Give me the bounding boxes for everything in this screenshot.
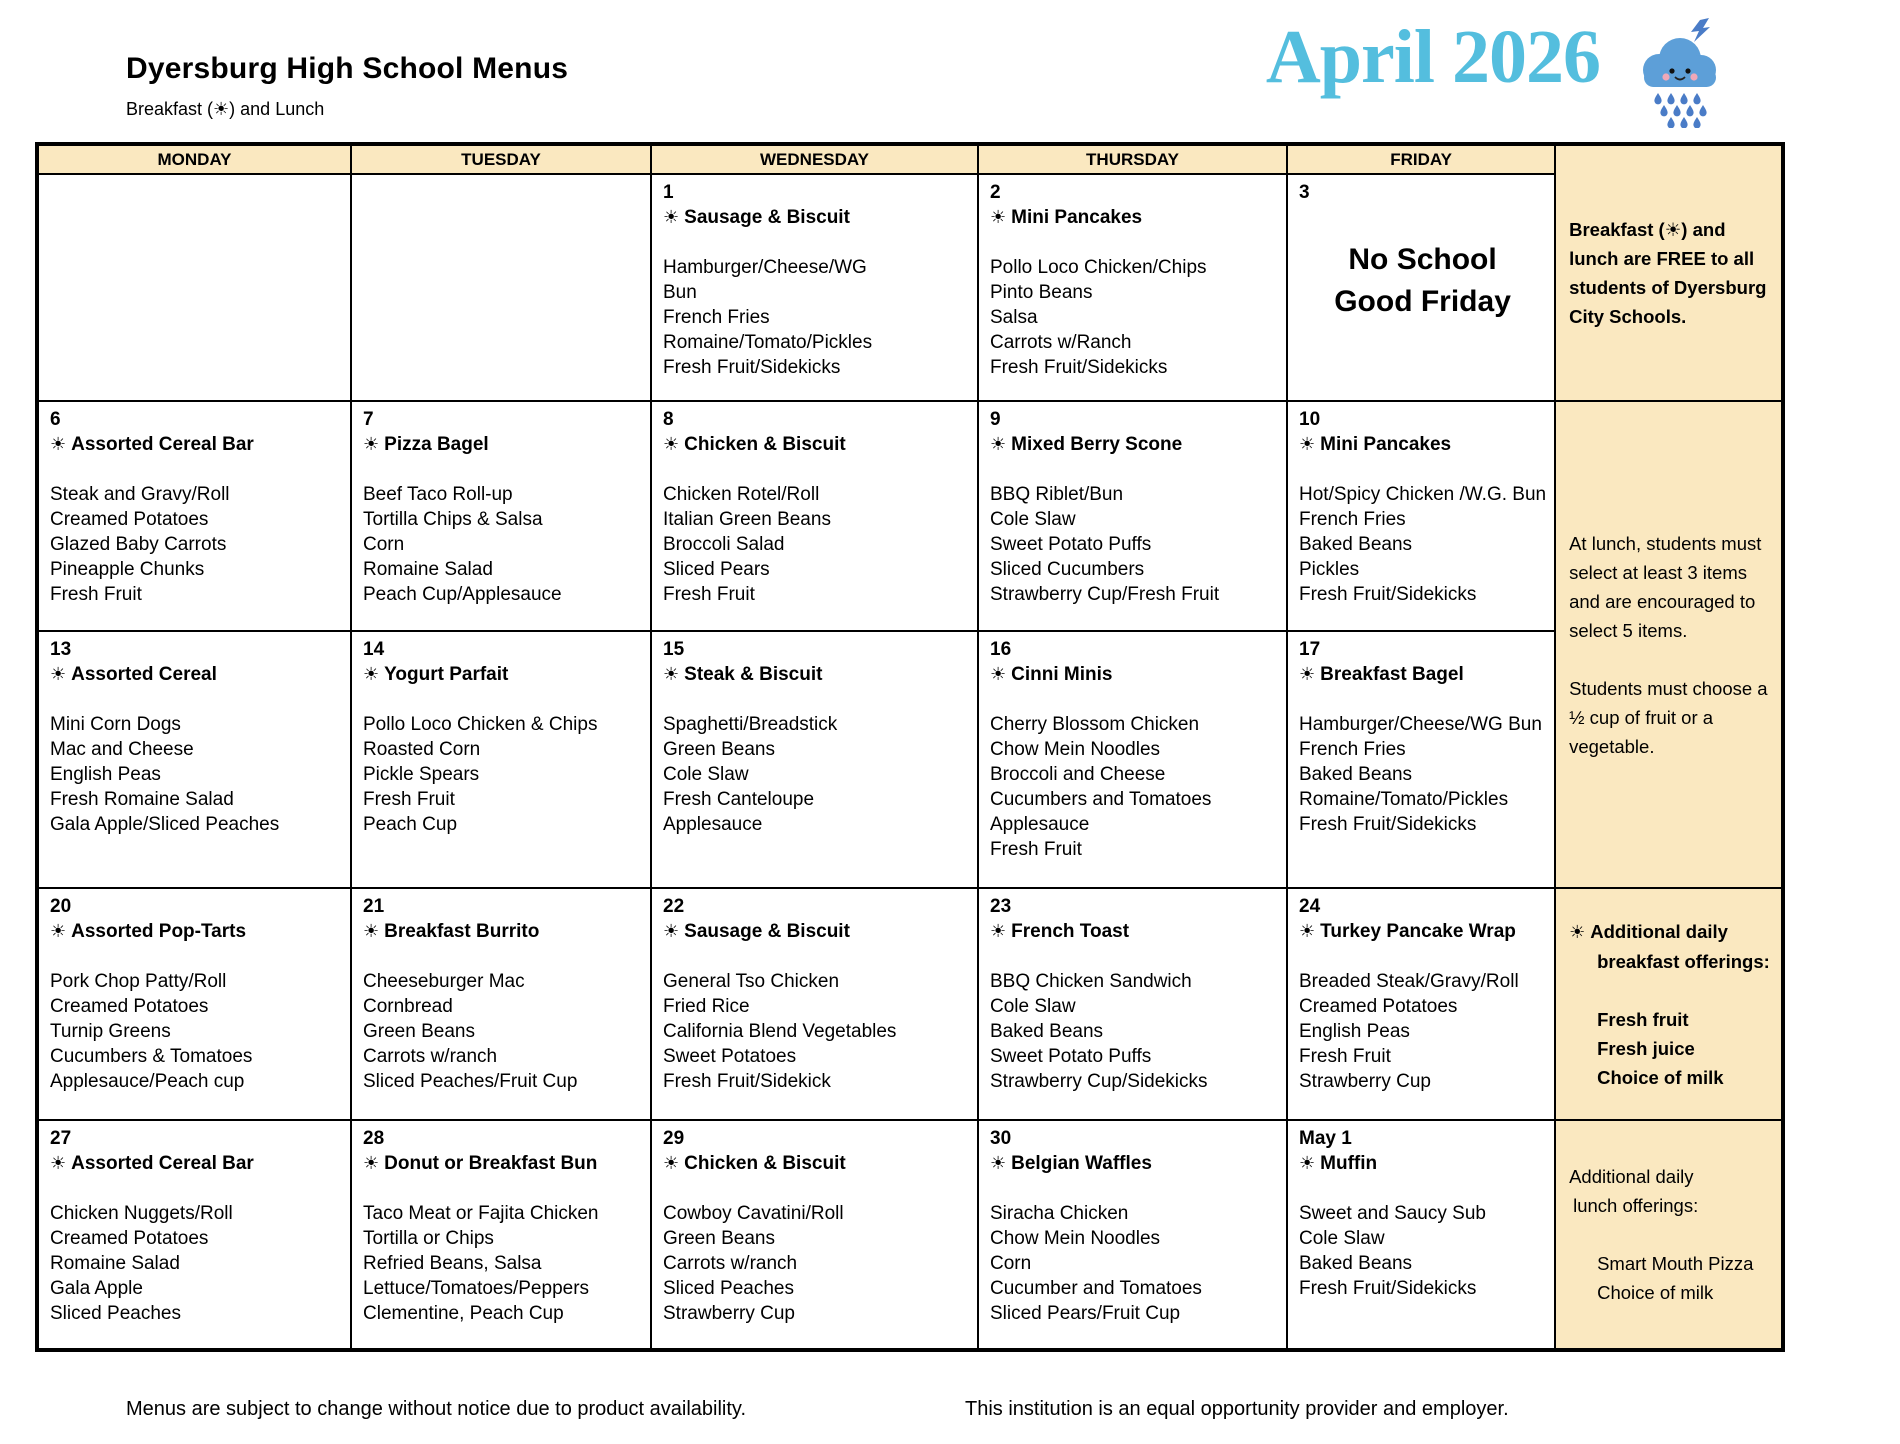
menu-item: Mini Corn Dogs bbox=[50, 714, 181, 735]
menu-item: Tortilla Chips & Salsa bbox=[363, 509, 543, 530]
spacer bbox=[1299, 944, 1546, 969]
menu-item: Fresh Fruit/Sidekicks bbox=[990, 357, 1168, 378]
sun-icon: ☀ bbox=[663, 207, 680, 227]
menu-item: Chow Mein Noodles bbox=[990, 1228, 1161, 1249]
menu-item: English Peas bbox=[50, 764, 161, 785]
date-label: 16 bbox=[990, 639, 1012, 660]
day-cell bbox=[351, 1120, 651, 1350]
menu-item: Creamed Potatoes bbox=[50, 996, 209, 1017]
menu-item: Baked Beans bbox=[1299, 534, 1413, 555]
breakfast-title bbox=[663, 432, 969, 457]
date-label: 21 bbox=[363, 896, 385, 917]
date-label: 14 bbox=[363, 639, 385, 660]
month-title: April 2026 bbox=[1265, 15, 1600, 99]
breakfast-title bbox=[363, 1151, 642, 1176]
breakfast-name: Turkey Pancake Wrap bbox=[1320, 921, 1516, 942]
day-cell bbox=[351, 401, 651, 631]
side-note-item: Fresh fruit bbox=[1597, 1008, 1689, 1030]
spacer bbox=[990, 1176, 1278, 1201]
menu-item: Fresh Fruit bbox=[990, 839, 1082, 860]
spacer bbox=[663, 944, 969, 969]
menu-item: French Fries bbox=[1299, 509, 1406, 530]
menu-item: Siracha Chicken bbox=[990, 1203, 1129, 1224]
date-label: 24 bbox=[1299, 896, 1321, 917]
menu-item: Romaine Salad bbox=[363, 559, 493, 580]
day-cell bbox=[978, 401, 1287, 631]
day-cell bbox=[651, 1120, 978, 1350]
menu-item: Salsa bbox=[990, 307, 1038, 328]
breakfast-title bbox=[990, 205, 1278, 230]
menu-item: Spaghetti/Breadstick bbox=[663, 714, 838, 735]
lightning-bolt-icon bbox=[1691, 18, 1710, 42]
menu-item: Sliced Cucumbers bbox=[990, 559, 1145, 580]
menu-item: BBQ Chicken Sandwich bbox=[990, 971, 1192, 992]
menu-item: Chow Mein Noodles bbox=[990, 739, 1161, 760]
week-row bbox=[37, 631, 1783, 888]
spacer bbox=[50, 457, 342, 482]
breakfast-name: Breakfast Burrito bbox=[384, 921, 540, 942]
menu-item: Fresh Fruit bbox=[50, 584, 142, 605]
spacer bbox=[663, 1176, 969, 1201]
sun-icon: ☀ bbox=[663, 1153, 680, 1173]
date-label: 15 bbox=[663, 639, 685, 660]
breakfast-title bbox=[1299, 919, 1546, 944]
menu-item: French Fries bbox=[663, 307, 770, 328]
sun-icon: ☀ bbox=[1299, 434, 1316, 454]
breakfast-name: Sausage & Biscuit bbox=[684, 921, 850, 942]
spacer bbox=[1299, 1176, 1546, 1201]
spacer bbox=[990, 230, 1278, 255]
menu-item: Green Beans bbox=[663, 739, 775, 760]
menu-item: Sweet Potato Puffs bbox=[990, 1046, 1152, 1067]
menu-item: Gala Apple/Sliced Peaches bbox=[50, 814, 280, 835]
sun-icon: ☀ bbox=[1299, 1153, 1316, 1173]
spacer bbox=[990, 457, 1278, 482]
menu-item: Fresh Fruit/Sidekicks bbox=[1299, 584, 1477, 605]
menu-item: Sweet Potatoes bbox=[663, 1046, 797, 1067]
breakfast-title bbox=[1299, 662, 1546, 687]
date-label: 2 bbox=[990, 182, 1001, 203]
sun-icon: ☀ bbox=[363, 1153, 380, 1173]
page-subtitle: Breakfast (☀) and Lunch bbox=[126, 99, 325, 119]
menu-item: Sliced Pears/Fruit Cup bbox=[990, 1303, 1181, 1324]
spacer bbox=[663, 687, 969, 712]
cloud-cheek bbox=[1662, 73, 1669, 80]
sun-icon: ☀ bbox=[363, 434, 380, 454]
side-note-heading-line bbox=[1569, 917, 1771, 947]
menu-item: Carrots w/ranch bbox=[363, 1046, 498, 1067]
breakfast-name: Mini Pancakes bbox=[1011, 207, 1143, 228]
side-note-text: Breakfast (☀) and lunch are FREE to all students of Dyersburg City Schools. bbox=[1569, 219, 1767, 327]
sun-icon: ☀ bbox=[1299, 921, 1316, 941]
side-note-heading-line: lunch offerings: bbox=[1573, 1195, 1699, 1216]
menu-item: Corn bbox=[990, 1253, 1032, 1274]
menu-item: Broccoli and Cheese bbox=[990, 764, 1166, 785]
side-note-item: Smart Mouth Pizza bbox=[1597, 1253, 1754, 1274]
menu-item: Cowboy Cavatini/Roll bbox=[663, 1203, 844, 1224]
menu-item: Pollo Loco Chicken & Chips bbox=[363, 714, 598, 735]
menu-item: Creamed Potatoes bbox=[50, 1228, 209, 1249]
day-cell bbox=[37, 631, 351, 888]
menu-item: Fresh Fruit bbox=[1299, 1046, 1391, 1067]
menu-item: Fried Rice bbox=[663, 996, 750, 1017]
menu-item: Cucumbers & Tomatoes bbox=[50, 1046, 253, 1067]
breakfast-title bbox=[990, 432, 1278, 457]
menu-item: California Blend Vegetables bbox=[663, 1021, 897, 1042]
menu-item: Baked Beans bbox=[1299, 1253, 1413, 1274]
menu-item: Breaded Steak/Gravy/Roll bbox=[1299, 971, 1519, 992]
date-label: 23 bbox=[990, 896, 1012, 917]
menu-item: Chicken Rotel/Roll bbox=[663, 484, 820, 505]
breakfast-name: Belgian Waffles bbox=[1011, 1153, 1152, 1174]
menu-item: Gala Apple bbox=[50, 1278, 143, 1299]
day-cell bbox=[1287, 1120, 1555, 1350]
day-cell bbox=[978, 1120, 1287, 1350]
no-school-line: Good Friday bbox=[1334, 285, 1511, 318]
sun-icon: ☀ bbox=[363, 921, 380, 941]
spacer bbox=[1569, 1220, 1771, 1249]
breakfast-name: Steak & Biscuit bbox=[684, 664, 823, 685]
sun-icon: ☀ bbox=[1299, 664, 1316, 684]
date-label: 29 bbox=[663, 1128, 685, 1149]
spacer bbox=[990, 944, 1278, 969]
day-cell bbox=[1287, 401, 1555, 631]
breakfast-title bbox=[663, 1151, 969, 1176]
breakfast-title bbox=[663, 205, 969, 230]
day-header: TUESDAY bbox=[351, 144, 651, 174]
side-note-heading bbox=[1569, 1162, 1771, 1220]
menu-item: Tortilla or Chips bbox=[363, 1228, 494, 1249]
spacer bbox=[1299, 457, 1546, 482]
spacer bbox=[363, 457, 642, 482]
menu-item: Romaine/Tomato/Pickles bbox=[663, 332, 873, 353]
date-label: 9 bbox=[990, 409, 1001, 430]
date-label: 20 bbox=[50, 896, 72, 917]
menu-item: Baked Beans bbox=[990, 1021, 1104, 1042]
menu-item: Fresh Canteloupe bbox=[663, 789, 815, 810]
menu-item: Peach Cup/Applesauce bbox=[363, 584, 562, 605]
menu-calendar-table bbox=[35, 142, 1785, 1352]
day-header: MONDAY bbox=[37, 144, 351, 174]
cloud-eye bbox=[1669, 68, 1674, 73]
header-row bbox=[37, 144, 1783, 174]
day-header: THURSDAY bbox=[978, 144, 1287, 174]
menu-item: Mac and Cheese bbox=[50, 739, 194, 760]
date-label: 27 bbox=[50, 1128, 72, 1149]
page-title: Dyersburg High School Menus bbox=[126, 52, 569, 85]
menu-item: Pollo Loco Chicken/Chips bbox=[990, 257, 1207, 278]
menu-item: Sliced Peaches bbox=[50, 1303, 181, 1324]
sun-icon: ☀ bbox=[990, 1153, 1007, 1173]
side-note-item: Fresh juice bbox=[1597, 1037, 1695, 1059]
spacer bbox=[363, 687, 642, 712]
menu-item: Carrots w/ranch bbox=[663, 1253, 798, 1274]
cloud-eye bbox=[1685, 68, 1690, 73]
breakfast-title bbox=[663, 662, 969, 687]
week-row bbox=[37, 888, 1783, 1120]
breakfast-name: French Toast bbox=[1011, 921, 1130, 942]
sun-icon: ☀ bbox=[50, 664, 67, 684]
spacer bbox=[50, 687, 342, 712]
rain-cloud-icon bbox=[1630, 18, 1730, 128]
menu-item: French Fries bbox=[1299, 739, 1406, 760]
day-cell bbox=[978, 174, 1287, 401]
week-row bbox=[37, 401, 1783, 631]
breakfast-title bbox=[1299, 1151, 1546, 1176]
menu-item: BBQ Riblet/Bun bbox=[990, 484, 1124, 505]
day-cell bbox=[37, 174, 351, 401]
date-label: 22 bbox=[663, 896, 685, 917]
day-cell bbox=[351, 631, 651, 888]
menu-item: Green Beans bbox=[363, 1021, 475, 1042]
breakfast-name: Mini Pancakes bbox=[1320, 434, 1452, 455]
menu-item: Refried Beans, Salsa bbox=[363, 1253, 542, 1274]
date-label: 30 bbox=[990, 1128, 1012, 1149]
no-school-note bbox=[1299, 239, 1546, 323]
spacer bbox=[50, 1176, 342, 1201]
side-note-heading bbox=[1569, 917, 1771, 976]
breakfast-name: Chicken & Biscuit bbox=[684, 1153, 846, 1174]
menu-item: Creamed Potatoes bbox=[50, 509, 209, 530]
menu-item: Clementine, Peach Cup bbox=[363, 1303, 564, 1324]
sun-icon: ☀ bbox=[990, 207, 1007, 227]
menu-item: Cheeseburger Mac bbox=[363, 971, 525, 992]
menu-item: Italian Green Beans bbox=[663, 509, 831, 530]
menu-item: Fresh Fruit bbox=[363, 789, 455, 810]
menu-item: Cole Slaw bbox=[990, 996, 1076, 1017]
footer-note-equal-opportunity: This institution is an equal opportunity provider and employer. bbox=[965, 1398, 1509, 1420]
day-cell bbox=[351, 174, 651, 401]
breakfast-title bbox=[990, 662, 1278, 687]
side-note bbox=[1555, 1120, 1783, 1350]
menu-item: Cucumbers and Tomatoes bbox=[990, 789, 1212, 810]
menu-item: Carrots w/Ranch bbox=[990, 332, 1132, 353]
no-school-line: No School bbox=[1348, 243, 1497, 276]
breakfast-name: Muffin bbox=[1320, 1153, 1378, 1174]
menu-item: Cucumber and Tomatoes bbox=[990, 1278, 1202, 1299]
breakfast-name: Assorted Cereal Bar bbox=[71, 1153, 254, 1174]
date-label: May 1 bbox=[1299, 1128, 1352, 1149]
menu-item: Cole Slaw bbox=[990, 509, 1076, 530]
menu-item: Green Beans bbox=[663, 1228, 775, 1249]
day-cell bbox=[351, 888, 651, 1120]
date-label: 8 bbox=[663, 409, 674, 430]
menu-item: Fresh Romaine Salad bbox=[50, 789, 234, 810]
menu-item: Chicken Nuggets/Roll bbox=[50, 1203, 233, 1224]
breakfast-title bbox=[363, 662, 642, 687]
menu-item: Bun bbox=[663, 282, 697, 303]
menu-item: Romaine Salad bbox=[50, 1253, 180, 1274]
day-cell bbox=[1287, 631, 1555, 888]
day-cell bbox=[1287, 174, 1555, 401]
spacer bbox=[363, 1176, 642, 1201]
breakfast-name: Pizza Bagel bbox=[384, 434, 489, 455]
sun-icon: ☀ bbox=[1569, 921, 1586, 942]
menu-item: Cole Slaw bbox=[1299, 1228, 1385, 1249]
menu-item: Applesauce bbox=[990, 814, 1090, 835]
menu-item: Sweet Potato Puffs bbox=[990, 534, 1152, 555]
side-note-item: Choice of milk bbox=[1597, 1282, 1714, 1303]
day-header: FRIDAY bbox=[1287, 144, 1555, 174]
breakfast-name: Assorted Cereal bbox=[71, 664, 217, 685]
menu-item: Beef Taco Roll-up bbox=[363, 484, 513, 505]
menu-item: Sliced Peaches bbox=[663, 1278, 794, 1299]
breakfast-title bbox=[50, 1151, 342, 1176]
menu-item: Strawberry Cup/Sidekicks bbox=[990, 1071, 1208, 1092]
menu-item: Hot/Spicy Chicken /W.G. Bun bbox=[1299, 484, 1547, 505]
breakfast-title bbox=[663, 919, 969, 944]
side-note bbox=[1555, 401, 1783, 888]
menu-item: Pork Chop Patty/Roll bbox=[50, 971, 227, 992]
date-label: 3 bbox=[1299, 182, 1310, 203]
menu-item: Strawberry Cup/Fresh Fruit bbox=[990, 584, 1220, 605]
side-note-heading-line: breakfast offerings: bbox=[1597, 950, 1770, 972]
spacer bbox=[50, 944, 342, 969]
sun-icon: ☀ bbox=[663, 664, 680, 684]
breakfast-name: Chicken & Biscuit bbox=[684, 434, 846, 455]
breakfast-name: Assorted Cereal Bar bbox=[71, 434, 254, 455]
breakfast-title bbox=[363, 432, 642, 457]
menu-item: Taco Meat or Fajita Chicken bbox=[363, 1203, 599, 1224]
rain-drops bbox=[1654, 93, 1706, 128]
menu-item: Pinto Beans bbox=[990, 282, 1093, 303]
day-cell bbox=[978, 631, 1287, 888]
menu-item: Pickle Spears bbox=[363, 764, 480, 785]
spacer bbox=[663, 230, 969, 255]
day-cell bbox=[651, 174, 978, 401]
breakfast-title bbox=[990, 919, 1278, 944]
menu-item: Romaine/Tomato/Pickles bbox=[1299, 789, 1509, 810]
menu-item: Pineapple Chunks bbox=[50, 559, 205, 580]
menu-item: Pickles bbox=[1299, 559, 1360, 580]
date-label: 6 bbox=[50, 409, 61, 430]
date-label: 7 bbox=[363, 409, 374, 430]
sun-icon: ☀ bbox=[990, 664, 1007, 684]
menu-item: Sliced Peaches/Fruit Cup bbox=[363, 1071, 578, 1092]
footer-note-availability: Menus are subject to change without notice due to product availability. bbox=[126, 1398, 746, 1420]
menu-item: Glazed Baby Carrots bbox=[50, 534, 227, 555]
day-cell bbox=[37, 888, 351, 1120]
breakfast-title bbox=[50, 662, 342, 687]
menu-item: Baked Beans bbox=[1299, 764, 1413, 785]
sun-icon: ☀ bbox=[990, 921, 1007, 941]
menu-item: Peach Cup bbox=[363, 814, 458, 835]
menu-item: English Peas bbox=[1299, 1021, 1410, 1042]
menu-item: Applesauce bbox=[663, 814, 763, 835]
menu-item: Turnip Greens bbox=[50, 1021, 171, 1042]
day-header: WEDNESDAY bbox=[651, 144, 978, 174]
breakfast-name: Yogurt Parfait bbox=[384, 664, 509, 685]
side-note-heading-line: Additional daily bbox=[1569, 1166, 1694, 1187]
menu-item: Applesauce/Peach cup bbox=[50, 1071, 245, 1092]
menu-item: Hamburger/Cheese/WG bbox=[663, 257, 867, 278]
week-row bbox=[37, 1120, 1783, 1350]
side-note-heading-text: Additional daily bbox=[1590, 920, 1728, 942]
side-note-paragraph: Students must choose a ½ cup of fruit or a vegetable. bbox=[1569, 677, 1768, 757]
menu-item: Steak and Gravy/Roll bbox=[50, 484, 230, 505]
date-label: 1 bbox=[663, 182, 674, 203]
date-label: 10 bbox=[1299, 409, 1321, 430]
menu-item: Fresh Fruit/Sidekick bbox=[663, 1071, 831, 1092]
menu-item: Cherry Blossom Chicken bbox=[990, 714, 1200, 735]
menu-item: Fresh Fruit/Sidekicks bbox=[1299, 1278, 1477, 1299]
breakfast-title bbox=[50, 919, 342, 944]
menu-item: Fresh Fruit bbox=[663, 584, 755, 605]
spacer bbox=[363, 944, 642, 969]
menu-item: Cole Slaw bbox=[663, 764, 749, 785]
menu-item: Lettuce/Tomatoes/Peppers bbox=[363, 1278, 590, 1299]
sun-icon: ☀ bbox=[363, 664, 380, 684]
date-label: 17 bbox=[1299, 639, 1321, 660]
breakfast-title bbox=[990, 1151, 1278, 1176]
menu-item: Sliced Pears bbox=[663, 559, 770, 580]
menu-item: Corn bbox=[363, 534, 405, 555]
side-note bbox=[1555, 144, 1783, 401]
date-label: 13 bbox=[50, 639, 72, 660]
breakfast-name: Cinni Minis bbox=[1011, 664, 1113, 685]
menu-item: General Tso Chicken bbox=[663, 971, 840, 992]
week-row bbox=[37, 174, 1783, 401]
spacer bbox=[1569, 976, 1771, 1005]
day-cell bbox=[37, 401, 351, 631]
day-cell bbox=[37, 1120, 351, 1350]
breakfast-name: Breakfast Bagel bbox=[1320, 664, 1464, 685]
menu-item: Sweet and Saucy Sub bbox=[1299, 1203, 1486, 1224]
menu-item: Hamburger/Cheese/WG Bun bbox=[1299, 714, 1542, 735]
menu-item: Broccoli Salad bbox=[663, 534, 785, 555]
breakfast-name: Mixed Berry Scone bbox=[1011, 434, 1183, 455]
menu-item: Fresh Fruit/Sidekicks bbox=[1299, 814, 1477, 835]
menu-item: Fresh Fruit/Sidekicks bbox=[663, 357, 841, 378]
menu-item: Cornbread bbox=[363, 996, 453, 1017]
day-cell bbox=[651, 631, 978, 888]
menu-item: Creamed Potatoes bbox=[1299, 996, 1458, 1017]
side-note-item: Choice of milk bbox=[1597, 1066, 1724, 1088]
day-cell bbox=[1287, 888, 1555, 1120]
menu-item: Strawberry Cup bbox=[1299, 1071, 1431, 1092]
breakfast-title bbox=[1299, 432, 1546, 457]
sun-icon: ☀ bbox=[990, 434, 1007, 454]
spacer bbox=[990, 687, 1278, 712]
side-note bbox=[1555, 888, 1783, 1120]
date-label: 28 bbox=[363, 1128, 385, 1149]
breakfast-name: Donut or Breakfast Bun bbox=[384, 1153, 598, 1174]
spacer bbox=[1299, 687, 1546, 712]
sun-icon: ☀ bbox=[50, 921, 67, 941]
sun-icon: ☀ bbox=[50, 434, 67, 454]
day-cell bbox=[978, 888, 1287, 1120]
day-cell bbox=[651, 888, 978, 1120]
breakfast-name: Sausage & Biscuit bbox=[684, 207, 850, 228]
sun-icon: ☀ bbox=[663, 921, 680, 941]
menu-item: Strawberry Cup bbox=[663, 1303, 795, 1324]
side-note-paragraph: At lunch, students must select at least 3 items and are encouraged to select 5 items. bbox=[1569, 532, 1762, 641]
spacer bbox=[663, 457, 969, 482]
cloud-cheek bbox=[1690, 73, 1697, 80]
breakfast-title bbox=[50, 432, 342, 457]
day-cell bbox=[651, 401, 978, 631]
breakfast-title bbox=[363, 919, 642, 944]
sun-icon: ☀ bbox=[50, 1153, 67, 1173]
menu-item: Roasted Corn bbox=[363, 739, 481, 760]
sun-icon: ☀ bbox=[663, 434, 680, 454]
breakfast-name: Assorted Pop-Tarts bbox=[71, 921, 247, 942]
